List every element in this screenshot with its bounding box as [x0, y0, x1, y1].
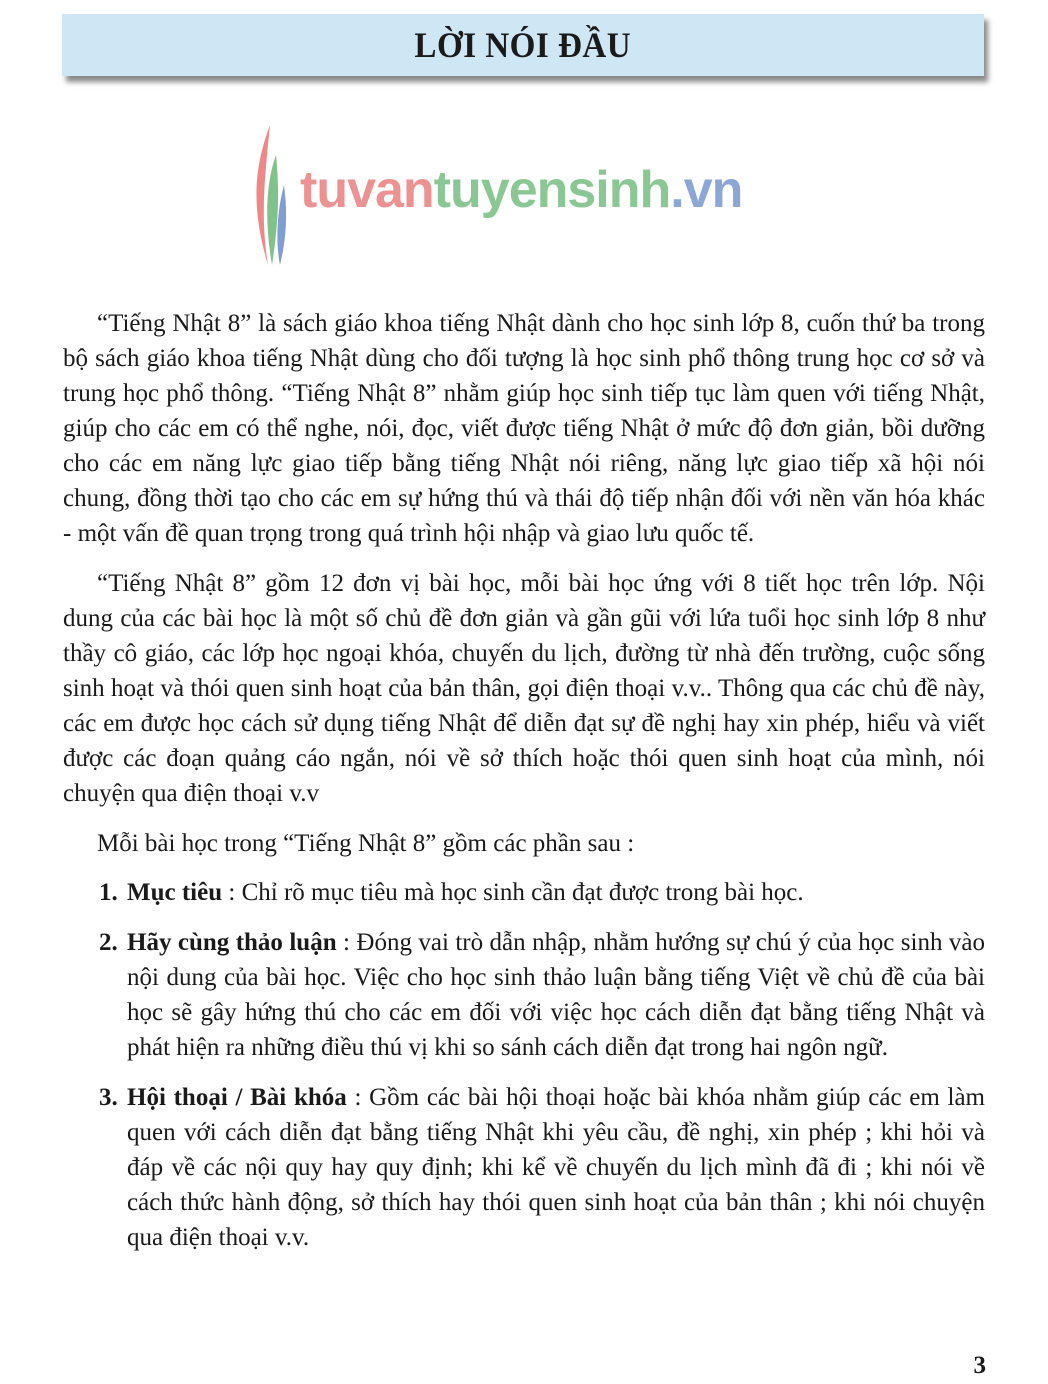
list-item — [99, 1080, 985, 1255]
item-text: : Gồm các bài hội thoại hoặc bài khóa nhằm giúp các em làm quen với cách diễn đạt bằng tiếng Nhật khi yêu cầu, đề nghị, xin phép ; khi hỏi và đáp về các nội quy hay quy định; khi kể về chuyến du lịch mình đã đi ; khi nói về cách thức hành động, sở thích hay thói quen sinh hoạt của bản thân ; khi nói chuyện qua điện thoại v.v. — [127, 1084, 985, 1251]
paragraph: “Tiếng Nhật 8” là sách giáo khoa tiếng Nhật dành cho học sinh lớp 8, cuốn thứ ba trong bộ sách giáo khoa tiếng Nhật dùng cho đối tượng là học sinh phổ thông trung học cơ sở và trung học phổ thông. “Tiếng Nhật 8” nhằm giúp học sinh tiếp tục làm quen với tiếng Nhật, giúp cho các em có thể nghe, nói, đọc, viết được tiếng Nhật ở mức độ đơn giản, bồi dưỡng cho các em năng lực giao tiếp bằng tiếng Nhật nói riêng, năng lực giao tiếp xã hội nói chung, đồng thời tạo cho các em sự hứng thú và thái độ tiếp nhận đối với nền văn hóa khác - một vấn đề quan trọng trong quá trình hội nhập và giao lưu quốc tế. — [63, 310, 985, 547]
watermark-part: tuvan — [300, 161, 434, 219]
page-title: LỜI NÓI ĐẦU — [414, 25, 632, 65]
watermark — [300, 160, 742, 220]
item-title: Mục tiêu — [127, 879, 223, 906]
paragraph: “Tiếng Nhật 8” gồm 12 đơn vị bài học, mỗi bài học ứng với 8 tiết học trên lớp. Nội dung của các bài học là một số chủ đề đơn giản và gần gũi với lứa tuổi học sinh lớp 8 như thầy cô giáo, các lớp học ngoại khóa, chuyến du lịch, đường từ nhà đến trường, cuộc sống sinh hoạt và thói quen sinh hoạt của bản thân, gọi điện thoại v.v.. Thông qua các chủ đề này, các em được học cách sử dụng tiếng Nhật để diễn đạt sự đề nghị hay xin phép, hiểu và viết được các đoạn quảng cáo ngắn, nói về sở thích hoặc thói quen sinh hoạt của mình, nói chuyện qua điện thoại v.v — [63, 570, 985, 807]
item-title: Hội thoại / Bài khóa — [127, 1084, 347, 1111]
item-title: Hãy cùng thảo luận — [127, 929, 337, 956]
list-item — [99, 925, 985, 1065]
watermark-part: .vn — [670, 161, 743, 219]
item-text: : Chỉ rõ mục tiêu mà học sinh cần đạt được trong bài học. — [222, 879, 804, 906]
page-number: 3 — [973, 1352, 986, 1379]
item-text: : Đóng vai trò dẫn nhập, nhằm hướng sự chú ý của học sinh vào nội dung của bài học. Việc cho học sinh thảo luận bằng tiếng Việt về chủ đề của bài học sẽ gây hứng thú cho các em đối với việc học cách diễn đạt bằng tiếng Nhật và phát hiện ra những điều thú vị khi so sánh cách diễn đạt trong hai ngôn ngữ. — [127, 929, 985, 1061]
title-banner — [62, 14, 984, 76]
item-number: 3. — [99, 1084, 118, 1111]
paragraph: Mỗi bài học trong “Tiếng Nhật 8” gồm các phần sau : — [97, 830, 635, 857]
list-item — [99, 875, 985, 910]
watermark-logo-icon — [250, 125, 290, 265]
document-body — [63, 306, 985, 1270]
watermark-part: tuyensinh — [433, 161, 671, 219]
item-number: 1. — [99, 879, 118, 906]
item-number: 2. — [99, 929, 118, 956]
